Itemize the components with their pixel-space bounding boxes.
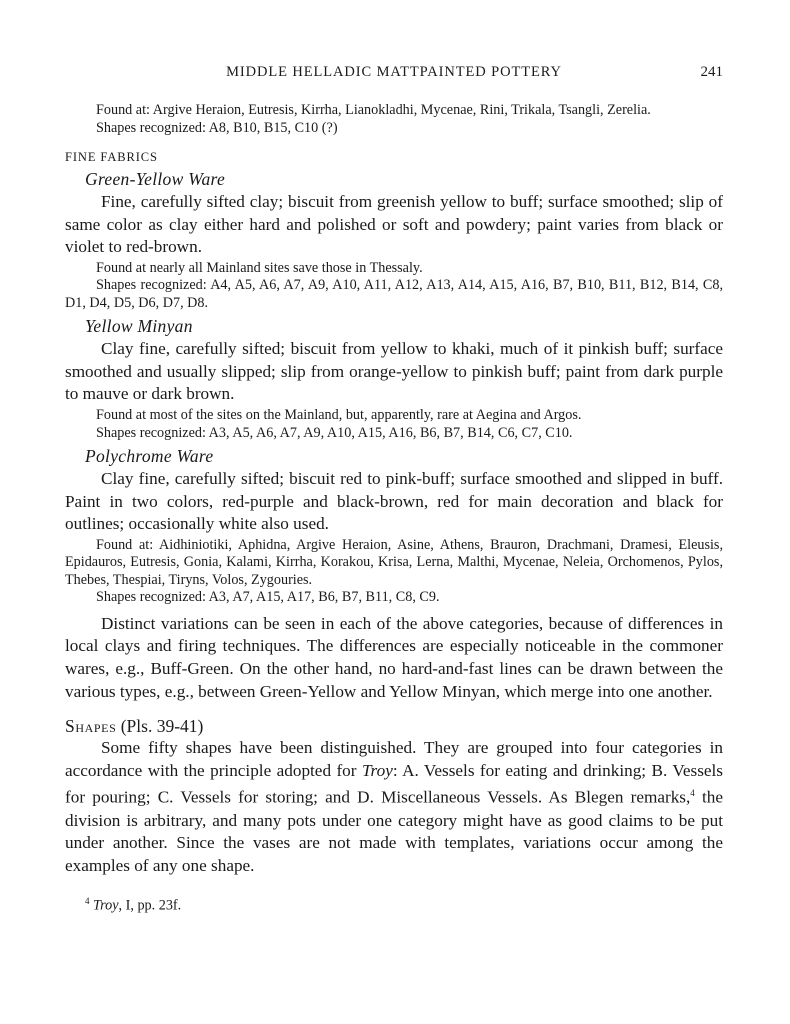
found-at-note: Found at most of the sites on the Mainland, but, apparently, rare at Aegina and Argos. xyxy=(96,407,582,424)
ware-description: Clay fine, carefully sifted; biscuit from yellow to khaki, much of it pinkish buff; surface smoothed and usually slipped; slip from orange-yellow to pinkish buff; paint from dark purple to mauve or dark brown. xyxy=(65,339,723,404)
page xyxy=(65,60,723,914)
shapes-text-end: the division is arbitrary, and many pots under one category might have as good claims to be put under another. Since the vases are not made with templates, variations occur among the examples of any one shape. xyxy=(65,788,723,875)
running-head xyxy=(65,60,723,88)
ware-description: Clay fine, carefully sifted; biscuit red to pink-buff; surface smoothed and slipped in buff. Paint in two colors, red-purple and black-brown, red for main decoration and black for outlines; occasionally white also used. xyxy=(65,469,723,534)
shapes-text-start: Some fifty shapes have been distinguished. They are grouped into four categories in accordance with the principle adopted for xyxy=(65,738,723,780)
ware-notes xyxy=(65,260,723,313)
footnote-mark: 4 xyxy=(85,895,90,906)
troy-title: Troy xyxy=(361,760,393,780)
found-at-note: Found at: Aidhiniotiki, Aphidna, Argive Heraion, Asine, Athens, Brauron, Drachmani, Dramesi, Eleusis, Epidauros, Eutresis, Gonia, Kalami, Kirrha, Korakou, Krisa, Lerna, Malthi, Mycenae, Neleia, Orchomenos, Pylos, Thebes, Thespiai, Tiryns, Volos, Zygouries. xyxy=(65,536,723,588)
shapes-heading xyxy=(65,715,723,737)
shapes-note: Shapes recognized: A3, A5, A6, A7, A9, A10, A15, A16, B6, B7, B14, C6, C7, C10. xyxy=(96,424,573,441)
found-at-note: Found at nearly all Mainland sites save those in Thessaly. xyxy=(96,259,423,276)
page-number: 241 xyxy=(700,64,723,80)
ware-notes xyxy=(65,407,723,442)
ware-notes xyxy=(65,537,723,607)
shapes-paragraph xyxy=(65,737,723,877)
section-label: FINE FABRICS xyxy=(65,150,158,164)
shapes-note: Shapes recognized: A8, B10, B15, C10 (?) xyxy=(96,119,338,136)
footnote xyxy=(65,896,723,915)
ware-title: Polychrome Ware xyxy=(85,446,214,467)
shapes-note: Shapes recognized: A4, A5, A6, A7, A9, A10, A11, A12, A13, A14, A15, A16, B7, B10, B11, B12, B14, C8, D1, D4, D5, D6, D7, D8. xyxy=(65,277,723,311)
found-at-note: Found at: Argive Heraion, Eutresis, Kirrha, Lianokladhi, Mycenae, Rini, Trikala, Tsangli, Zerelia. xyxy=(96,102,651,118)
footnote-reference[interactable]: 4 xyxy=(690,788,695,799)
ware-title: Yellow Minyan xyxy=(85,316,193,337)
variations-paragraph: Distinct variations can be seen in each of the above categories, because of differences in local clays and firing techniques. The differences are especially noticeable in the commoner wares, e.g., Buff-Green. On the other hand, no hard-and-fast lines can be drawn between the various types, e.g., between Green-Yellow and Yellow Minyan, which merge into one another. xyxy=(65,613,723,701)
shapes-heading-word: Shapes xyxy=(65,716,117,737)
running-title: MIDDLE HELLADIC MATTPAINTED POTTERY xyxy=(226,64,562,80)
footnote-ref: , I, pp. 23f. xyxy=(118,897,182,914)
shapes-text-mid: : A. Vessels for eating and drinking; B. Vessels for pouring; C. Vessels for storing; and D. Miscellaneous Vessels. As Blegen remarks, xyxy=(65,760,723,808)
ware-description: Fine, carefully sifted clay; biscuit from greenish yellow to buff; surface smoothed; slip of same color as clay either hard and polished or soft and powdery; paint varies from black or violet to red-brown. xyxy=(65,192,723,257)
shapes-note: Shapes recognized: A3, A7, A15, A17, B6, B7, B11, C8, C9. xyxy=(96,589,440,606)
top-notes xyxy=(65,102,723,137)
ware-title: Green-Yellow Ware xyxy=(85,169,226,189)
shapes-heading-ref: (Pls. 39-41) xyxy=(120,716,204,737)
footnote-title: Troy xyxy=(93,897,119,914)
